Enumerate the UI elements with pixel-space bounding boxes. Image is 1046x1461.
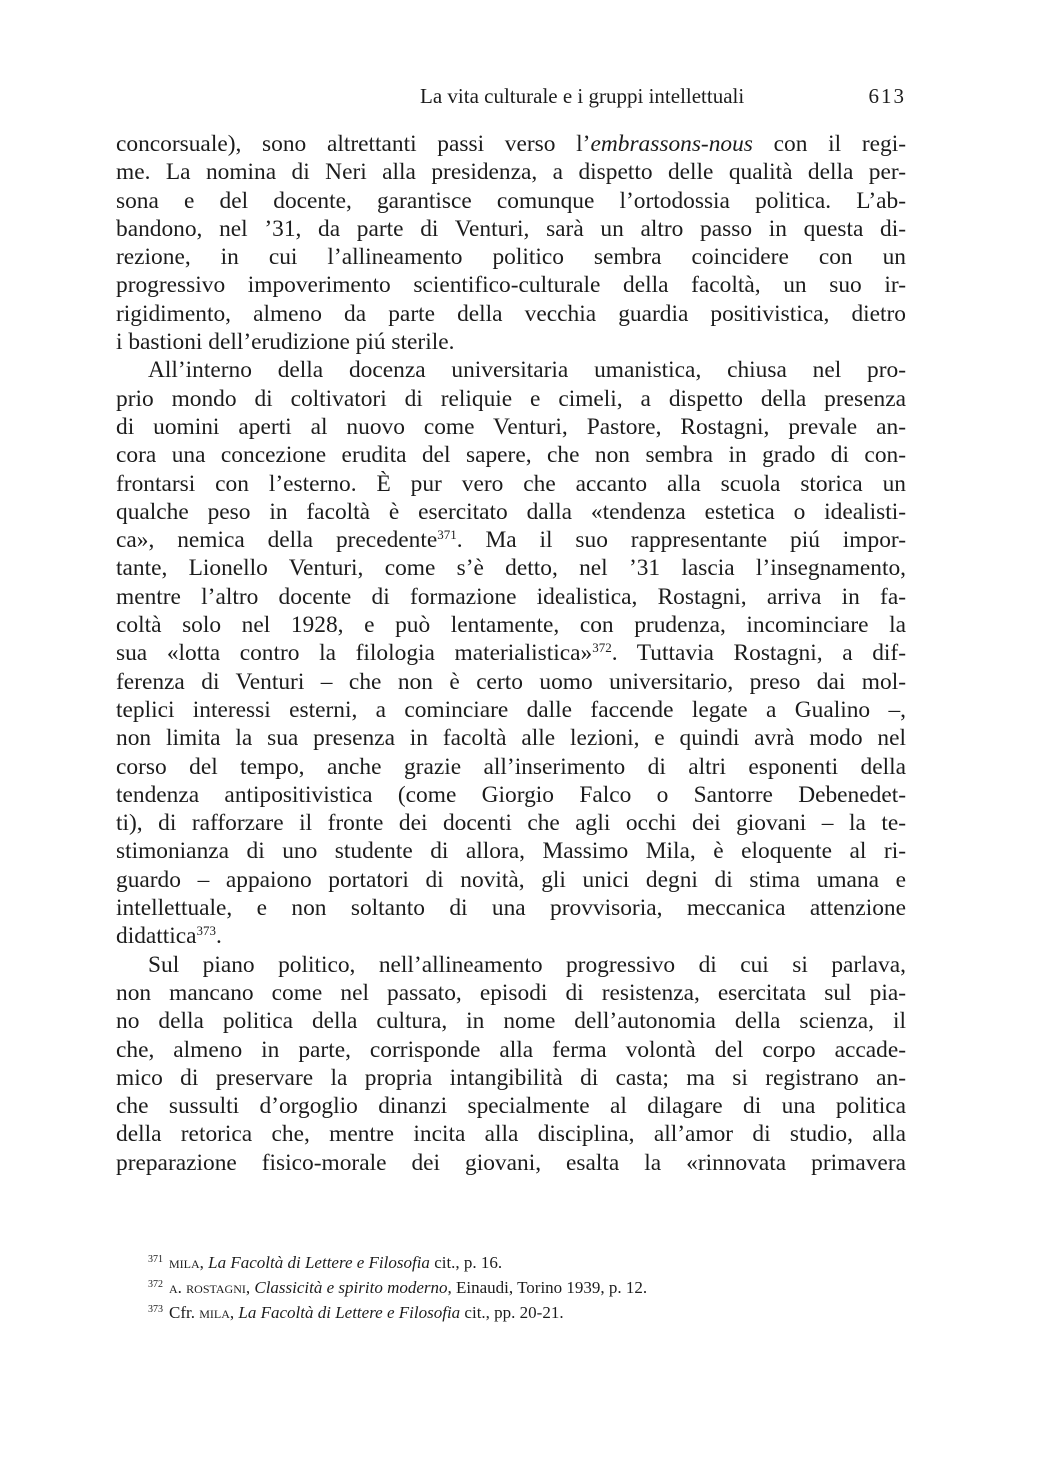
text-line bbox=[116, 781, 906, 809]
text-run: rigidimento, almeno da parte della vecchia guardia positivistica, dietro bbox=[116, 300, 906, 327]
text-run: mentre l’altro docente di formazione idealistica, Rostagni, arriva in fa- bbox=[116, 583, 906, 610]
text-line bbox=[116, 498, 906, 526]
text-line bbox=[116, 639, 906, 667]
italic-text: La Facoltà di Lettere e Filosofia bbox=[238, 1303, 461, 1322]
text-run: coltà solo nel 1928, e può lentamente, con prudenza, incominciare la bbox=[116, 612, 906, 639]
text-run: no della politica della cultura, in nome dell’autonomia della scienza, il bbox=[116, 1008, 906, 1035]
text-line bbox=[116, 470, 906, 498]
text-line bbox=[116, 866, 906, 894]
text-line bbox=[116, 243, 906, 271]
footnote-number: 371 bbox=[148, 1254, 163, 1265]
author-name: mila bbox=[169, 1253, 200, 1272]
text-run: guardo – appaiono portatori di novità, gli unici degni di stima umana e bbox=[116, 866, 906, 893]
text-line bbox=[116, 894, 906, 922]
text-run: mico di preservare la propria intangibilità di casta; ma si registrano an- bbox=[116, 1064, 906, 1091]
footnote-reference: 372 bbox=[592, 640, 612, 656]
text-line bbox=[116, 385, 906, 413]
text-run: progressivo impoverimento scientifico-culturale della facoltà, un suo ir- bbox=[116, 272, 906, 299]
italic-text: Classicità e spirito moderno bbox=[254, 1278, 448, 1297]
text-line bbox=[116, 951, 906, 979]
text-line bbox=[116, 1092, 906, 1120]
text-line bbox=[116, 554, 906, 582]
text-run: . bbox=[216, 923, 222, 950]
text-line bbox=[116, 1007, 906, 1035]
text-line bbox=[116, 413, 906, 441]
footnote-reference: 371 bbox=[437, 527, 457, 543]
footnotes bbox=[148, 1247, 908, 1322]
text-line bbox=[116, 187, 906, 215]
text-run: teplici interessi esterni, a cominciare dalle faccende legate a Gualino –, bbox=[116, 696, 906, 723]
text-run: ti), di rafforzare il fronte dei docenti che agli occhi dei giovani – la te- bbox=[116, 810, 906, 837]
text-run: me. La nomina di Neri alla presidenza, a dispetto delle qualità della per- bbox=[116, 159, 906, 186]
running-header bbox=[420, 84, 908, 114]
text-line bbox=[116, 979, 906, 1007]
text-line bbox=[116, 441, 906, 469]
italic-text: La Facoltà di Lettere e Filosofia bbox=[208, 1253, 430, 1272]
text-line bbox=[116, 328, 906, 356]
text-line bbox=[116, 837, 906, 865]
text-run: , bbox=[245, 1278, 255, 1297]
text-line bbox=[116, 158, 906, 186]
text-line bbox=[116, 922, 906, 950]
text-run: i bastioni dell’erudizione piú sterile. bbox=[116, 329, 455, 356]
text-run: tante, Lionello Venturi, come s’è detto, nel ’31 lascia l’insegnamento, bbox=[116, 555, 906, 582]
text-line bbox=[116, 526, 906, 554]
text-line bbox=[116, 130, 906, 158]
text-run: cora una concezione erudita del sapere, che non sembra in grado di con- bbox=[116, 442, 906, 469]
text-run: qualche peso in facoltà è esercitato dalla «tendenza estetica o idealisti- bbox=[116, 498, 906, 525]
text-run: All’interno della docenza universitaria umanistica, chiusa nel pro- bbox=[148, 357, 906, 384]
footnote bbox=[148, 1272, 908, 1297]
text-run: che, almeno in parte, corrisponde alla ferma volontà del corpo accade- bbox=[116, 1036, 906, 1063]
text-run: didattica bbox=[116, 923, 197, 950]
text-run: cit., pp. 20-21. bbox=[460, 1303, 564, 1322]
text-line bbox=[116, 583, 906, 611]
text-run: sua «lotta contro la filologia materialistica» bbox=[116, 640, 593, 667]
text-run: . Tuttavia Rostagni, a dif- bbox=[611, 640, 906, 667]
text-run: , bbox=[229, 1303, 239, 1322]
author-name: a. rostagni bbox=[169, 1278, 246, 1297]
footnote-number: 373 bbox=[148, 1304, 163, 1315]
footnote bbox=[148, 1297, 908, 1322]
text-run: stimonianza di uno studente di allora, Massimo Mila, è eloquente al ri- bbox=[116, 838, 906, 865]
text-run: frontarsi con l’esterno. È pur vero che accanto alla scuola storica un bbox=[116, 470, 906, 497]
text-line bbox=[116, 1120, 906, 1148]
text-line bbox=[116, 1064, 906, 1092]
italic-text: embrassons-nous bbox=[590, 131, 753, 157]
text-run: prio mondo di coltivatori di reliquie e cimeli, a dispetto della presenza bbox=[116, 385, 906, 412]
text-line bbox=[116, 271, 906, 299]
text-run: non limita la sua presenza in facoltà alle lezioni, e quindi avrà modo nel bbox=[116, 725, 906, 752]
text-run: , bbox=[199, 1253, 209, 1272]
text-run: ca», nemica della precedente bbox=[116, 527, 438, 554]
text-run: . Ma il suo rappresentante piú impor- bbox=[456, 527, 906, 554]
text-line bbox=[116, 724, 906, 752]
text-line bbox=[116, 753, 906, 781]
text-line bbox=[116, 1149, 906, 1177]
text-run: con il regi- bbox=[752, 131, 906, 157]
author-name: mila bbox=[199, 1303, 230, 1322]
text-line bbox=[116, 300, 906, 328]
text-run: Cfr. bbox=[169, 1303, 200, 1322]
text-run: non mancano come nel passato, episodi di resistenza, esercitata sul pia- bbox=[116, 979, 906, 1006]
text-run: corso del tempo, anche grazie all’inserimento di altri esponenti della bbox=[116, 753, 906, 780]
text-run: cit., p. 16. bbox=[429, 1253, 503, 1272]
text-run: sona e del docente, garantisce comunque l’ortodossia politica. L’ab- bbox=[116, 187, 906, 214]
footnote-number: 372 bbox=[148, 1279, 163, 1290]
text-run: concorsuale), sono altrettanti passi verso l’ bbox=[116, 131, 591, 157]
page-number: 613 bbox=[868, 84, 906, 108]
text-run: che sussulti d’orgoglio dinanzi specialmente al dilagare di una politica bbox=[116, 1093, 906, 1120]
text-run: intellettuale, e non soltanto di una provvisoria, meccanica attenzione bbox=[116, 895, 906, 922]
text-line bbox=[116, 356, 906, 384]
text-run: ferenza di Venturi – che non è certo uomo universitario, preso dai mol- bbox=[116, 668, 906, 695]
text-run: di uomini aperti al nuovo come Venturi, Pastore, Rostagni, prevale an- bbox=[116, 413, 906, 440]
running-title: La vita culturale e i gruppi intellettuali bbox=[420, 84, 745, 108]
text-line bbox=[116, 668, 906, 696]
text-run: bandono, nel ’31, da parte di Venturi, sarà un altro passo in questa di- bbox=[116, 215, 906, 242]
text-run: , Einaudi, Torino 1939, p. 12. bbox=[447, 1278, 648, 1297]
text-line bbox=[116, 1036, 906, 1064]
text-line bbox=[116, 215, 906, 243]
text-run: della retorica che, mentre incita alla disciplina, all’amor di studio, alla bbox=[116, 1121, 906, 1148]
text-line bbox=[116, 611, 906, 639]
text-run: rezione, in cui l’allineamento politico sembra coincidere con un bbox=[116, 244, 906, 271]
text-line bbox=[116, 696, 906, 724]
footnote-reference: 373 bbox=[196, 923, 217, 939]
text-run: tendenza antipositivistica (come Giorgio Falco o Santorre Debenedet- bbox=[116, 781, 906, 808]
text-line bbox=[116, 809, 906, 837]
footnote bbox=[148, 1247, 908, 1272]
text-run: Sul piano politico, nell’allineamento progressivo di cui si parlava, bbox=[148, 951, 906, 978]
body-text bbox=[116, 130, 906, 1177]
text-run: preparazione fisico-morale dei giovani, esalta la «rinnovata primavera bbox=[116, 1149, 906, 1176]
